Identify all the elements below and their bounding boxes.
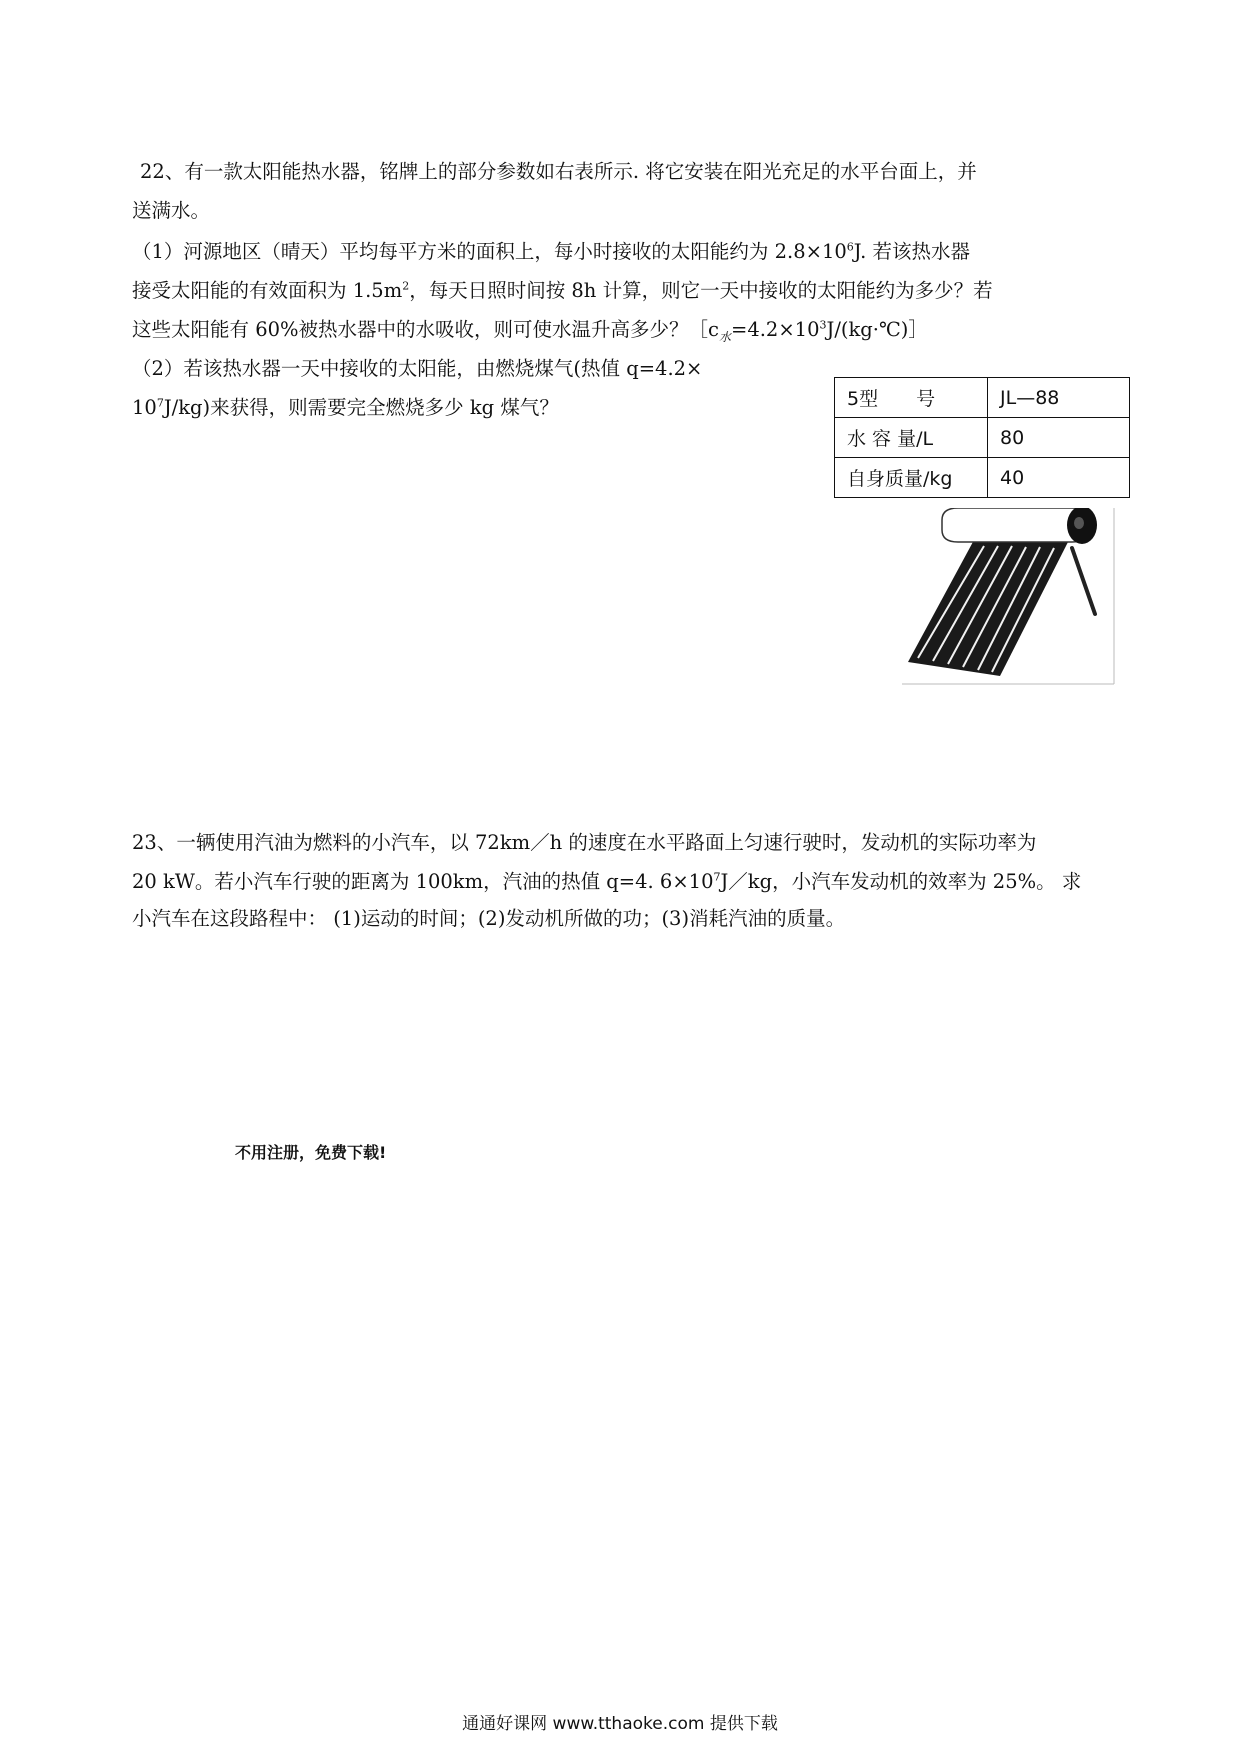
q22-line-2: 送满水。: [132, 199, 211, 222]
table-cell-label: 自身质量/kg: [835, 458, 988, 498]
table-cell-label: 水 容 量/L: [835, 418, 988, 458]
q23-line-3: 小汽车在这段路程中： (1)运动的时间；(2)发动机所做的功；(3)消耗汽油的质量。: [132, 907, 846, 930]
table-cell-value: JL—88: [988, 378, 1130, 418]
promo-text: 不用注册，免费下载!: [235, 1143, 387, 1162]
q22-line-1: 22、有一款太阳能热水器，铭牌上的部分参数如右表所示. 将它安装在阳光充足的水平台面上，并: [140, 160, 977, 183]
q22-part1-line-1: （1）河源地区（晴天）平均每平方米的面积上，每小时接收的太阳能约为 $2.8\times 10^6J$. 若该热水器: [132, 240, 970, 263]
q23-line-2: 20 kW。若小汽车行驶的距离为 100km，汽油的热值 q=4. $6\times 10^7J/kg$，小汽车发动机的效率为 25%。 求: [132, 870, 1082, 893]
footer-text: 通通好课网 www.tthaoke.com 提供下载: [462, 1714, 778, 1734]
table-row: [835, 418, 1130, 458]
page-footer: [0, 1713, 1240, 1735]
q22-part2-line-1: （2）若该热水器一天中接收的太阳能，由燃烧煤气(热值 q=4.2×: [132, 357, 703, 380]
table-row: [835, 458, 1130, 498]
q23-line-1: 23、一辆使用汽油为燃料的小汽车，以 72km／h 的速度在水平路面上匀速行驶时，发动机的实际功率为: [132, 831, 1037, 854]
q22-part1-line-3: 这些太阳能有 60%被热水器中的水吸收，则可使水温升高多少？$[c_水=4.2\times 10^3J/(kg\cdot℃)]$: [132, 318, 928, 344]
table-cell-value: 80: [988, 418, 1130, 458]
q22-part2-line-2: $10^7J/kg$)来获得，则需要完全燃烧多少 kg 煤气？: [132, 396, 559, 419]
solar-water-heater-illustration: [902, 508, 1120, 686]
table-row: [835, 378, 1130, 418]
q22-part1-line-2: 接受太阳能的有效面积为 $1.5m^2$，每天日照时间按 8h 计算，则它一天中接收的太阳能约为多少？若: [132, 279, 993, 302]
table-cell-label: 5型 号: [835, 378, 988, 418]
table-cell-value: 40: [988, 458, 1130, 498]
spec-table: [834, 377, 1130, 498]
